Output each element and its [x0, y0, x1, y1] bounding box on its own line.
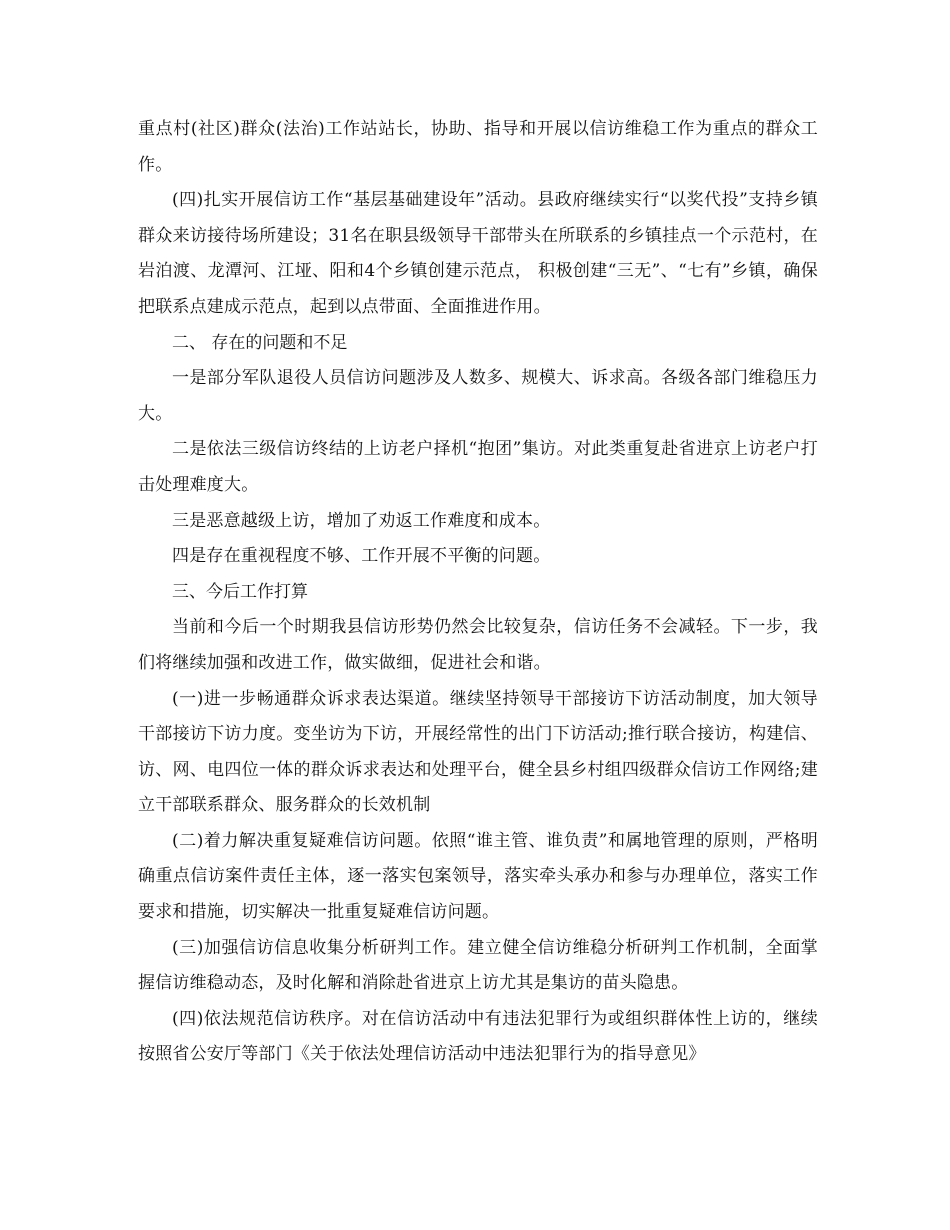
paragraph-plan-3: (三)加强信访信息收集分析研判工作。建立健全信访维稳分析研判工作机制，全面掌握信访维稳动态，及时化解和消除赴省进京上访尤其是集访的苗头隐患。: [138, 937, 818, 994]
paragraph-item-4-grassroots: (四)扎实开展信访工作“基层基础建设年”活动。县政府继续实行“以奖代投”支持乡镇群众来访接待场所建设；31名在职县级领导干部带头在所联系的乡镇挂点一个示范村，在岩泊渡、龙潭河、江垭、阳和4个乡镇创建示范点， 积极创建“三无”、“七有”乡镇，确保把联系点建成示范点，起到以点带面、全面推进作用。: [138, 190, 818, 317]
section-heading-plans: 三、今后工作打算: [172, 581, 308, 602]
paragraph-problem-3: 三是恶意越级上访，增加了劝返工作难度和成本。: [172, 510, 551, 531]
paragraph-problem-2: 二是依法三级信访终结的上访老户择机“抱团”集访。对此类重复赴省进京上访老户打击处理难度大。: [138, 439, 818, 495]
paragraph-problem-1: 一是部分军队退役人员信访问题涉及人数多、规模大、诉求高。各级各部门维稳压力大。: [138, 368, 818, 424]
paragraph-continued: 重点村(社区)群众(法治)工作站站长，协助、指导和开展以信访维稳工作为重点的群众工作。: [138, 119, 818, 175]
document-body: [138, 112, 818, 1073]
paragraph-plan-1: (一)进一步畅通群众诉求表达渠道。继续坚持领导干部接访下访活动制度，加大领导干部接访下访力度。变坐访为下访，开展经常性的出门下访活动;推行联合接访，构建信、访、网、电四位一体的群众诉求表达和处理平台，健全县乡村组四级群众信访工作网络;建立干部联系群众、服务群众的长效机制: [138, 688, 818, 816]
paragraph-problem-4: 四是存在重视程度不够、工作开展不平衡的问题。: [172, 546, 551, 567]
paragraph-plan-2: (二)着力解决重复疑难信访问题。依照“谁主管、谁负责”和属地管理的原则，严格明确重点信访案件责任主体，逐一落实包案领导，落实牵头承办和参与办理单位，落实工作要求和措施，切实解决一批重复疑难信访问题。: [138, 830, 818, 923]
section-heading-problems: 二、 存在的问题和不足: [172, 332, 348, 353]
paragraph-plans-intro: 当前和今后一个时期我县信访形势仍然会比较复杂，信访任务不会减轻。下一步，我们将继续加强和改进工作，做实做细，促进社会和谐。: [138, 617, 818, 673]
paragraph-plan-4: (四)依法规范信访秩序。对在信访活动中有违法犯罪行为或组织群体性上访的，继续按照省公安厅等部门《关于依法处理信访活动中违法犯罪行为的指导意见》: [138, 1008, 818, 1065]
